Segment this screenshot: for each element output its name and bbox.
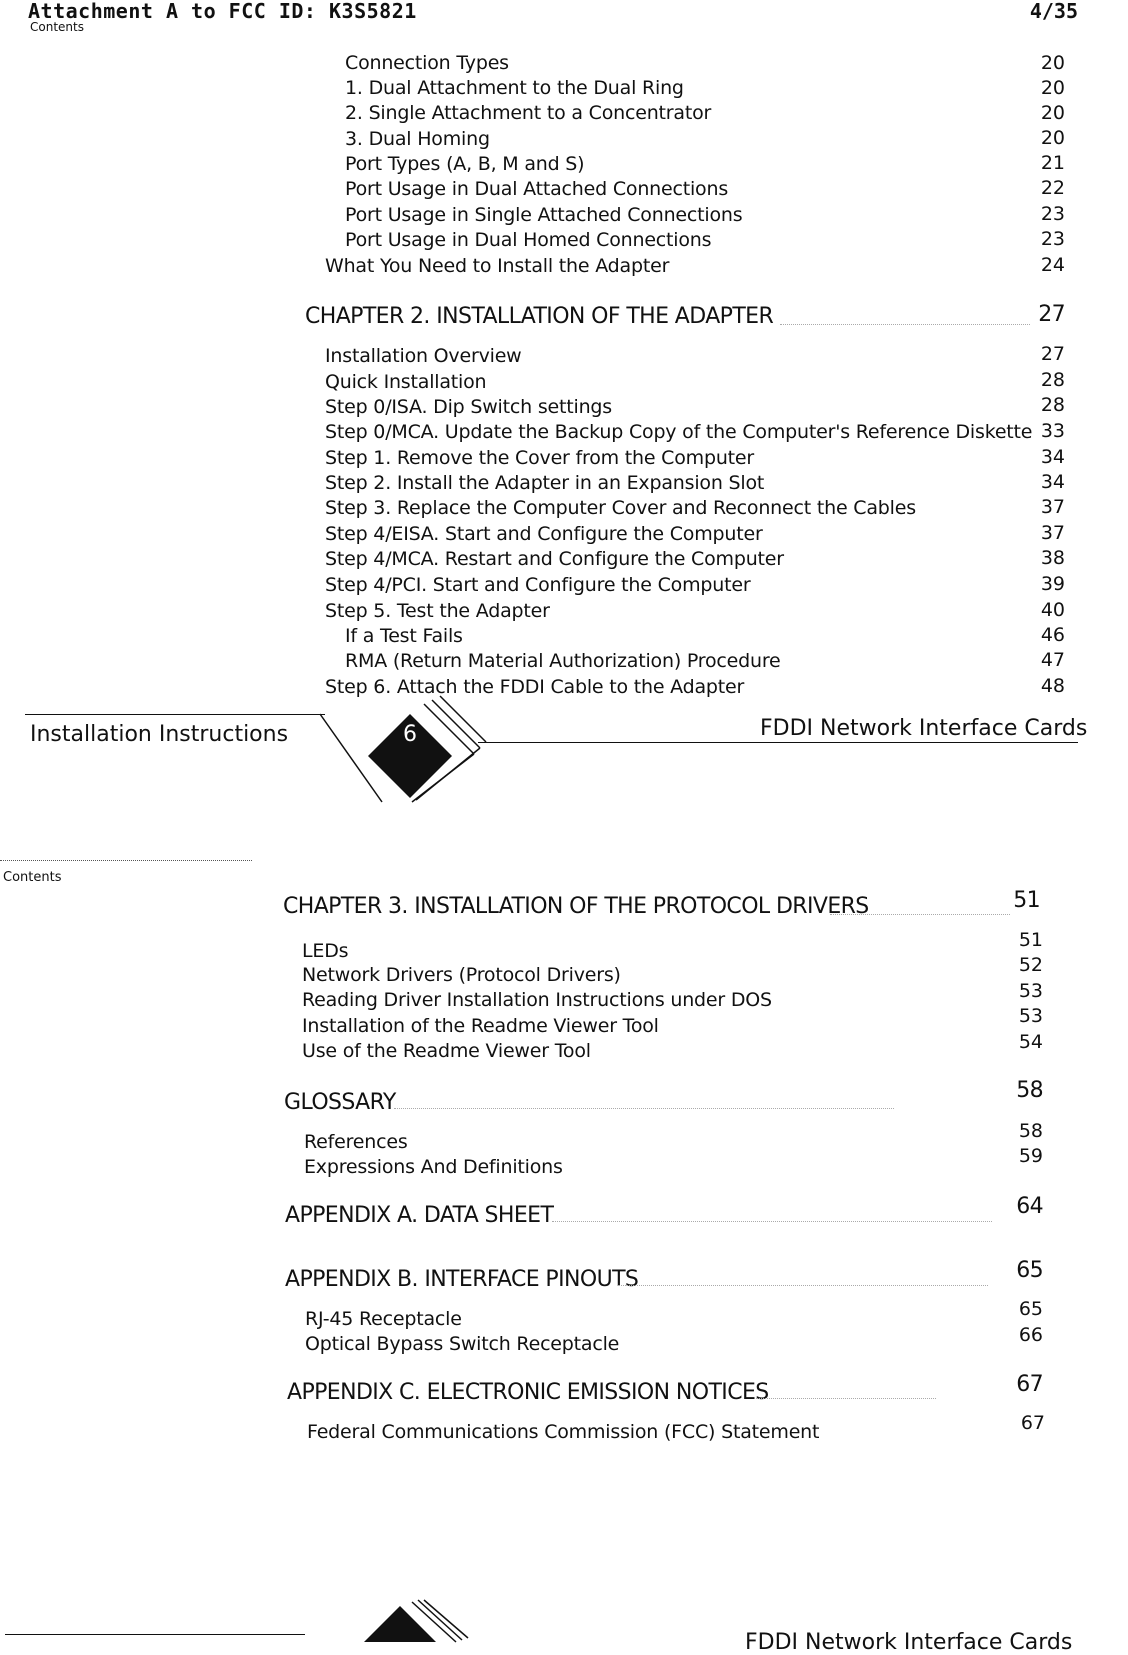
toc-page: 48 [1040, 675, 1065, 697]
toc-page: 37 [1040, 496, 1065, 518]
dot-leader [552, 1221, 992, 1222]
toc-entry: Network Drivers (Protocol Drivers) [302, 964, 621, 986]
toc-page: 33 [1040, 420, 1065, 442]
toc-entry: Step 4/PCI. Start and Configure the Computer [325, 574, 751, 596]
toc-entry: Reading Driver Installation Instructions under DOS [302, 989, 772, 1011]
toc-page: 28 [1040, 394, 1065, 416]
toc-entry: Port Types (A, B, M and S) [345, 153, 585, 175]
toc-page: 20 [1040, 77, 1065, 99]
chapter-heading: APPENDIX B. INTERFACE PINOUTS [285, 1267, 639, 1292]
toc-entry: Port Usage in Dual Homed Connections [345, 229, 712, 251]
dot-leader [780, 324, 1030, 325]
toc-entry: RMA (Return Material Authorization) Procedure [345, 650, 781, 672]
footer-rule-left [25, 714, 325, 715]
chapter-heading: CHAPTER 2. INSTALLATION OF THE ADAPTER [305, 304, 774, 329]
toc-page: 65 [1018, 1298, 1043, 1320]
dot-leader [618, 1285, 988, 1286]
toc-entry: Step 1. Remove the Cover from the Computer [325, 447, 755, 469]
toc-page: 66 [1018, 1324, 1043, 1346]
toc-entry: Installation Overview [325, 345, 522, 367]
toc-page: 40 [1040, 599, 1065, 621]
page-marker-icon [360, 1600, 470, 1642]
dot-leader [830, 914, 1010, 915]
toc-page: 23 [1040, 203, 1065, 225]
toc-entry: Step 0/MCA. Update the Backup Copy of the Computer's Reference Diskette [325, 421, 1033, 443]
footer-rule-left-bottom [5, 1634, 305, 1635]
toc-page: 67 [1016, 1372, 1043, 1397]
toc-page: 47 [1040, 649, 1065, 671]
attachment-title: Attachment A to FCC ID: K3S5821 [28, 0, 417, 23]
toc-page: 59 [1018, 1145, 1043, 1167]
toc-entry: Port Usage in Dual Attached Connections [345, 178, 729, 200]
toc-entry: Use of the Readme Viewer Tool [302, 1040, 591, 1062]
toc-entry: Expressions And Definitions [304, 1156, 563, 1178]
toc-page: 51 [1013, 888, 1040, 913]
toc-page: 64 [1016, 1194, 1043, 1219]
footer-left-title: Installation Instructions [30, 722, 289, 747]
toc-entry: What You Need to Install the Adapter [325, 255, 670, 277]
toc-page: 58 [1016, 1078, 1043, 1103]
toc-entry: Step 3. Replace the Computer Cover and Reconnect the Cables [325, 497, 916, 519]
fax-header [28, 0, 1078, 22]
toc-entry: Step 2. Install the Adapter in an Expansion Slot [325, 472, 765, 494]
chapter-heading: APPENDIX C. ELECTRONIC EMISSION NOTICES [287, 1380, 769, 1405]
toc-entry: Step 4/EISA. Start and Configure the Computer [325, 523, 763, 545]
toc-entry: Step 5. Test the Adapter [325, 600, 550, 622]
toc-entry: 1. Dual Attachment to the Dual Ring [345, 77, 684, 99]
toc-page: 22 [1040, 177, 1065, 199]
toc-entry: RJ-45 Receptacle [305, 1308, 462, 1330]
toc-page: 34 [1040, 471, 1065, 493]
page-marker-icon [320, 690, 490, 810]
toc-entry: If a Test Fails [345, 625, 463, 647]
toc-entry: LEDs [302, 940, 349, 962]
toc-page: 52 [1018, 954, 1043, 976]
toc-entry: Quick Installation [325, 371, 487, 393]
toc-page: 23 [1040, 228, 1065, 250]
footer-right-title-fragment: FDDI Network Interface Cards [745, 1630, 1073, 1655]
toc-page: 58 [1018, 1120, 1043, 1142]
toc-entry: Optical Bypass Switch Receptacle [305, 1333, 620, 1355]
chapter-heading: GLOSSARY [284, 1090, 396, 1115]
toc-page: 27 [1040, 343, 1065, 365]
toc-page: 65 [1016, 1258, 1043, 1283]
footer-right-title: FDDI Network Interface Cards [760, 716, 1088, 741]
toc-entry: Federal Communications Commission (FCC) Statement [307, 1421, 820, 1443]
toc-page: 39 [1040, 573, 1065, 595]
toc-entry: References [304, 1131, 408, 1153]
toc-page: 53 [1018, 980, 1043, 1002]
dot-leader [394, 1108, 894, 1109]
chapter-heading: CHAPTER 3. INSTALLATION OF THE PROTOCOL DRIVERS [283, 894, 869, 919]
toc-page: 53 [1018, 1005, 1043, 1027]
chapter-heading: APPENDIX A. DATA SHEET [285, 1203, 554, 1228]
toc-page: 46 [1040, 624, 1065, 646]
toc-page: 21 [1040, 152, 1065, 174]
toc-page: 38 [1040, 547, 1065, 569]
header-dotted-rule [0, 860, 252, 861]
page-number: 6 [403, 722, 417, 747]
toc-page: 20 [1040, 127, 1065, 149]
section-label: Contents [3, 870, 62, 885]
toc-page: 67 [1020, 1412, 1045, 1434]
toc-entry: 3. Dual Homing [345, 128, 490, 150]
toc-entry: Connection Types [345, 52, 509, 74]
toc-page: 54 [1018, 1031, 1043, 1053]
footer-rule-right [478, 742, 1078, 743]
toc-page: 20 [1040, 102, 1065, 124]
toc-entry: Installation of the Readme Viewer Tool [302, 1015, 659, 1037]
toc-page: 37 [1040, 522, 1065, 544]
dot-leader [756, 1398, 936, 1399]
section-label: Contents [30, 20, 84, 34]
toc-page: 24 [1040, 254, 1065, 276]
toc-page: 28 [1040, 369, 1065, 391]
toc-entry: 2. Single Attachment to a Concentrator [345, 102, 712, 124]
toc-entry: Port Usage in Single Attached Connections [345, 204, 743, 226]
toc-page: 20 [1040, 52, 1065, 74]
toc-page: 51 [1018, 929, 1043, 951]
toc-entry: Step 0/ISA. Dip Switch settings [325, 396, 612, 418]
toc-page: 27 [1038, 302, 1065, 327]
page-counter: 4/35 [1029, 0, 1078, 23]
toc-page: 34 [1040, 446, 1065, 468]
toc-entry: Step 4/MCA. Restart and Configure the Computer [325, 548, 784, 570]
toc-entry: Step 6. Attach the FDDI Cable to the Adapter [325, 676, 745, 698]
